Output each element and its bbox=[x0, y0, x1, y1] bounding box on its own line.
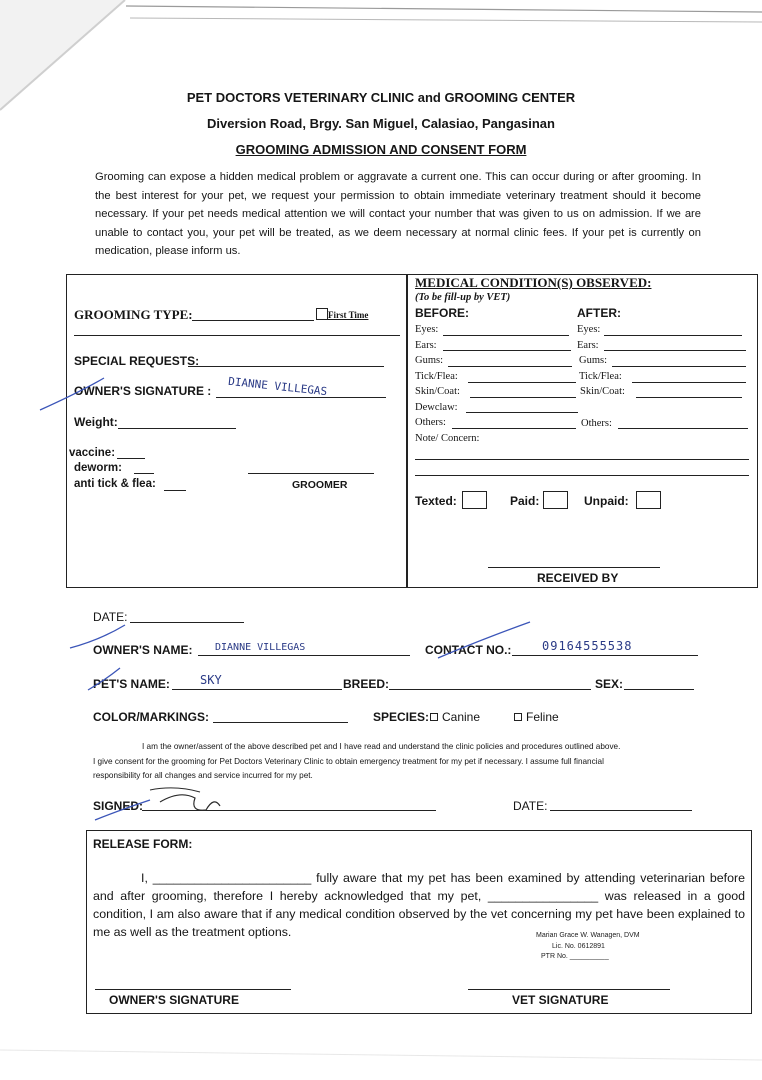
before-eyes-label: Eyes: bbox=[415, 324, 439, 335]
vet-signature-line[interactable] bbox=[468, 989, 670, 990]
weight-field[interactable] bbox=[118, 428, 236, 429]
before-dewclaw-label: Dewclaw: bbox=[415, 402, 458, 413]
vet-signature-caption: VET SIGNATURE bbox=[512, 993, 609, 1007]
date-field[interactable] bbox=[130, 622, 244, 623]
owner-name-label: OWNER'S NAME: bbox=[93, 643, 193, 657]
release-text: I, _______________________ fully aware that my pet has been examined by attending veterinarian before and after grooming, therefore I hereby acknowledged that my pet, ________________ was released in a good condition, I am also aware that if any medical condition observed by the vet concerning my pet have been explained to me as well as the treatment options. bbox=[93, 871, 745, 939]
form-title: GROOMING ADMISSION AND CONSENT FORM bbox=[235, 142, 527, 157]
note-label: Note/ Concern: bbox=[415, 433, 480, 444]
vet-stamp-license: Lic. No. 0612891 bbox=[552, 943, 605, 950]
medical-title: MEDICAL CONDITION(S) OBSERVED: bbox=[415, 275, 652, 290]
weight-label: Weight: bbox=[74, 415, 118, 429]
before-skin-field[interactable] bbox=[470, 397, 576, 398]
after-tick-label: Tick/Flea: bbox=[579, 371, 622, 382]
owner-name-field[interactable] bbox=[198, 655, 410, 656]
groomer-signature-line[interactable] bbox=[248, 473, 374, 474]
before-eyes-field[interactable] bbox=[443, 335, 569, 336]
after-ears-label: Ears: bbox=[577, 340, 599, 351]
before-skin-label: Skin/Coat: bbox=[415, 386, 460, 397]
pet-name-field[interactable] bbox=[172, 689, 342, 690]
color-markings-label: COLOR/MARKINGS: bbox=[93, 710, 209, 724]
special-requests-field[interactable] bbox=[188, 366, 384, 367]
contact-value: 09164555538 bbox=[542, 639, 633, 653]
unpaid-label: Unpaid: bbox=[584, 494, 629, 508]
consent-line-3: responsibility for all changes and service incurred for my pet. bbox=[93, 771, 313, 780]
before-gums-field[interactable] bbox=[448, 366, 572, 367]
after-tick-field[interactable] bbox=[632, 382, 746, 383]
vet-stamp-ptr: PTR No. __________ bbox=[541, 953, 609, 960]
consent-line-1: I am the owner/assent of the above described pet and I have read and understand the clinic policies and procedures outlined above. bbox=[142, 742, 621, 751]
after-ears-field[interactable] bbox=[604, 350, 746, 351]
before-gums-label: Gums: bbox=[415, 355, 444, 366]
before-others-label: Others: bbox=[415, 417, 446, 428]
after-skin-label: Skin/Coat: bbox=[580, 386, 625, 397]
feline-checkbox[interactable] bbox=[514, 713, 522, 721]
medical-subtitle: (To be fill-up by VET) bbox=[415, 292, 511, 303]
after-heading: AFTER: bbox=[577, 306, 621, 320]
before-heading: BEFORE: bbox=[415, 306, 469, 320]
before-tick-field[interactable] bbox=[468, 382, 576, 383]
owner-signature-field[interactable] bbox=[216, 397, 386, 398]
clinic-address: Diversion Road, Brgy. San Miguel, Calasiao, Pangasinan bbox=[207, 116, 555, 131]
texted-label: Texted: bbox=[415, 494, 457, 508]
medical-box bbox=[406, 274, 758, 588]
deworm-field[interactable] bbox=[134, 473, 154, 474]
after-eyes-label: Eyes: bbox=[577, 324, 601, 335]
before-ears-field[interactable] bbox=[443, 350, 571, 351]
vet-stamp-name: Marian Grace W. Wanagen, DVM bbox=[536, 932, 640, 939]
anti-tick-field[interactable] bbox=[164, 490, 186, 491]
after-others-field[interactable] bbox=[618, 428, 748, 429]
first-time-checkbox[interactable] bbox=[316, 308, 328, 320]
note-field-1[interactable] bbox=[415, 459, 749, 460]
release-title: RELEASE FORM: bbox=[93, 837, 193, 851]
paid-label: Paid: bbox=[510, 494, 540, 508]
grooming-type-line-2[interactable] bbox=[74, 335, 400, 336]
intro-paragraph: Grooming can expose a hidden medical problem or aggravate a current one. This can occur during or after grooming. In the best interest for your pet, we request your permission to obtain immediate veterinary treatment should it become necessary. If your pet needs medical attention we will contact your number that was given to us on admission. If we are unable to contact you, your pet will be treated, as we deem necessary at normal clinic fees. If your pet is currently on medication, please inform us. bbox=[95, 171, 701, 257]
paid-checkbox[interactable] bbox=[543, 491, 568, 509]
owner-signature-value: DIANNE VILLEGAS bbox=[227, 374, 328, 399]
signed-field[interactable] bbox=[142, 810, 436, 811]
sex-field[interactable] bbox=[624, 689, 694, 690]
special-requests-label: SPECIAL REQUESTS: bbox=[74, 354, 200, 368]
anti-tick-label: anti tick & flea: bbox=[74, 478, 156, 490]
canine-label: Canine bbox=[442, 710, 481, 724]
owner-signature-line-release[interactable] bbox=[95, 989, 291, 990]
date2-field[interactable] bbox=[550, 810, 692, 811]
received-by-line[interactable] bbox=[488, 567, 660, 568]
pet-name-value: SKY bbox=[200, 673, 222, 687]
after-skin-field[interactable] bbox=[636, 397, 742, 398]
pet-name-label: PET'S NAME: bbox=[93, 677, 170, 691]
signed-label: SIGNED: bbox=[93, 799, 144, 813]
grooming-type-label: GROOMING TYPE: bbox=[74, 307, 193, 322]
contact-field[interactable] bbox=[512, 655, 698, 656]
texted-checkbox[interactable] bbox=[462, 491, 487, 509]
owner-signature-label: OWNER'S SIGNATURE : bbox=[74, 384, 212, 398]
vaccine-label: vaccine: bbox=[69, 447, 116, 459]
color-markings-field[interactable] bbox=[213, 722, 348, 723]
deworm-label: deworm: bbox=[74, 462, 122, 474]
after-gums-label: Gums: bbox=[579, 355, 608, 366]
note-field-2[interactable] bbox=[415, 475, 749, 476]
clinic-name: PET DOCTORS VETERINARY CLINIC and GROOMING CENTER bbox=[186, 90, 576, 105]
owner-signature-caption: OWNER'S SIGNATURE bbox=[109, 993, 239, 1007]
date2-label: DATE: bbox=[513, 799, 548, 813]
species-label: SPECIES: bbox=[373, 710, 430, 724]
before-tick-label: Tick/Flea: bbox=[415, 371, 458, 382]
consent-line-2: I give consent for the grooming for Pet Doctors Veterinary Clinic to obtain emergency treatment for my pet if necessary. I assume full financial bbox=[93, 757, 604, 766]
after-eyes-field[interactable] bbox=[604, 335, 742, 336]
after-others-label: Others: bbox=[581, 418, 612, 429]
contact-label: CONTACT NO.: bbox=[425, 643, 512, 657]
unpaid-checkbox[interactable] bbox=[636, 491, 661, 509]
before-ears-label: Ears: bbox=[415, 340, 437, 351]
before-dewclaw-field[interactable] bbox=[466, 412, 578, 413]
owner-name-value: DIANNE VILLEGAS bbox=[215, 642, 306, 653]
date-label: DATE: bbox=[93, 610, 128, 624]
first-time-label: First Time bbox=[328, 310, 369, 320]
before-others-field[interactable] bbox=[452, 428, 576, 429]
received-by-label: RECEIVED BY bbox=[537, 571, 619, 585]
breed-field[interactable] bbox=[389, 689, 591, 690]
feline-label: Feline bbox=[526, 710, 559, 724]
grooming-type-field[interactable] bbox=[192, 320, 314, 321]
canine-checkbox[interactable] bbox=[430, 713, 438, 721]
after-gums-field[interactable] bbox=[612, 366, 746, 367]
breed-label: BREED: bbox=[343, 677, 390, 691]
groomer-label: GROOMER bbox=[292, 479, 348, 491]
vaccine-field[interactable] bbox=[117, 458, 145, 459]
sex-label: SEX: bbox=[595, 677, 624, 691]
